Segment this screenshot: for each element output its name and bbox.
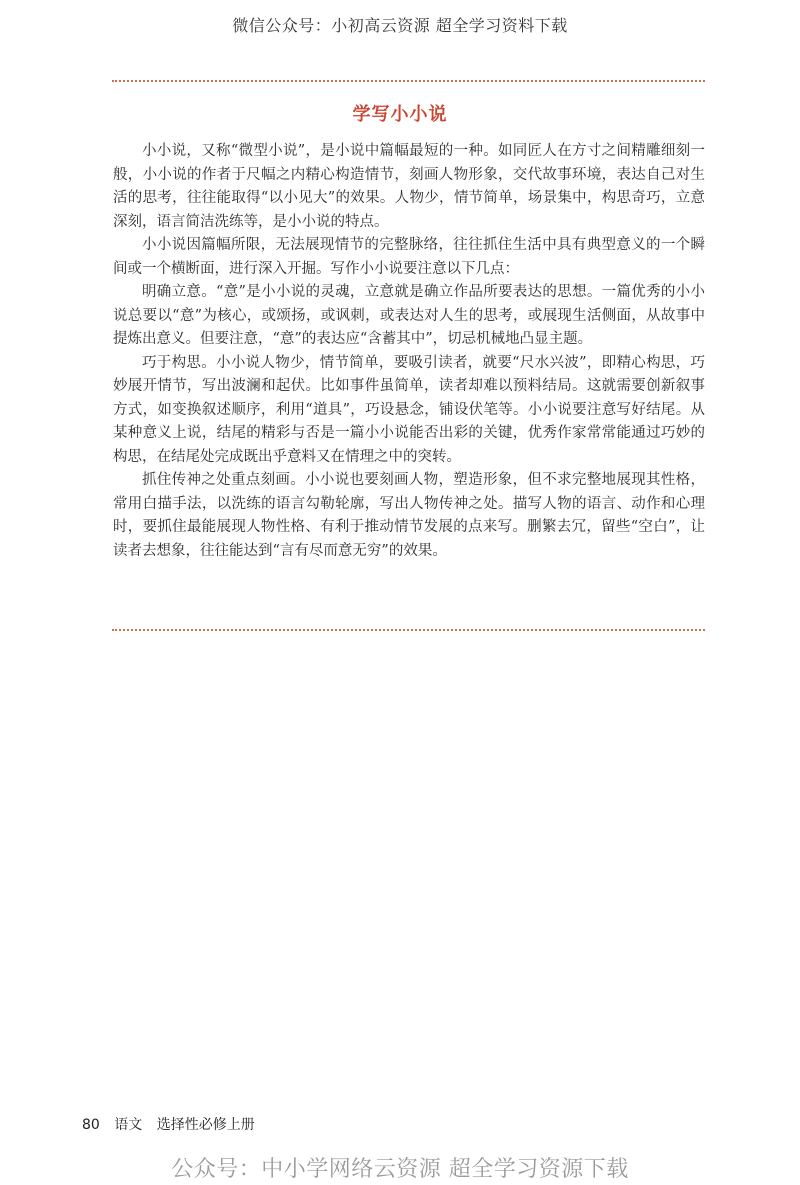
paragraph-characterization: 抓住传神之处重点刻画。小小说也要刻画人物，塑造形象，但不求完整地展现其性格，常用白描手法，以洗练的语言勾勒轮廓，写出人物传神之处。描写人物的语言、动作和心理时，要抓住最能展现人物性格、有利于推动情节发展的点来写。删繁去冗，留些“空白”，让读者去想象，往往能达到“言有尽而意无穷”的效果。	[113, 472, 705, 559]
paragraph-scope: 小小说因篇幅所限，无法展现情节的完整脉络，往往抓住生活中具有典型意义的一个瞬间或一个横断面，进行深入开掘。写作小小说要注意以下几点：	[113, 237, 705, 277]
section-title: 学写小小说	[352, 104, 448, 125]
header-watermark: 微信公众号：小初高云资源 超全学习资料下载	[232, 16, 568, 35]
subject-label: 语文	[114, 1117, 143, 1133]
page-footer	[82, 1114, 265, 1134]
paragraph-structure: 巧于构思。小小说人物少，情节简单，要吸引读者，就要“尺水兴波”，即精心构思，巧妙展开情节，写出波澜和起伏。比如事件虽简单，读者却难以预料结局。这就需要创新叙事方式，如变换叙述顺序，利用“道具”，巧设悬念，铺设伏笔等。小小说要注意写好结尾。从某种意义上说，结尾的精彩与否是一篇小小说能否出彩的关键，优秀作家常常能通过巧妙的构思，在结尾处完成既出乎意料又在情理之中的突转。	[113, 354, 705, 465]
footer-watermark: 公众号：中小学网络云资源 超全学习资源下载	[171, 1157, 629, 1182]
paragraph-intro: 小小说，又称“微型小说”，是小说中篇幅最短的一种。如同匠人在方寸之间精雕细刻一般，小小说的作者于尺幅之内精心构造情节，刻画人物形象，交代故事环境，表达自己对生活的思考，往往能取得“以小见大”的效果。人物少，情节简单，场景集中，构思奇巧，立意深刻，语言简洁洗练等，是小小说的特点。	[113, 143, 705, 230]
bottom-dotted-divider	[112, 629, 705, 631]
paragraph-theme: 明确立意。“意”是小小说的灵魂，立意就是确立作品所要表达的思想。一篇优秀的小小说总要以“意”为核心，或颂扬，或讽刺，或表达对人生的思考，或展现生活侧面，从故事中提炼出意义。但要注意，“意”的表达应“含蓄其中”，切忌机械地凸显主题。	[113, 284, 705, 347]
section-body	[113, 140, 705, 563]
top-dotted-divider	[112, 80, 705, 82]
book-title: 选择性必修上册	[156, 1117, 255, 1133]
page-number: 80	[82, 1117, 100, 1133]
